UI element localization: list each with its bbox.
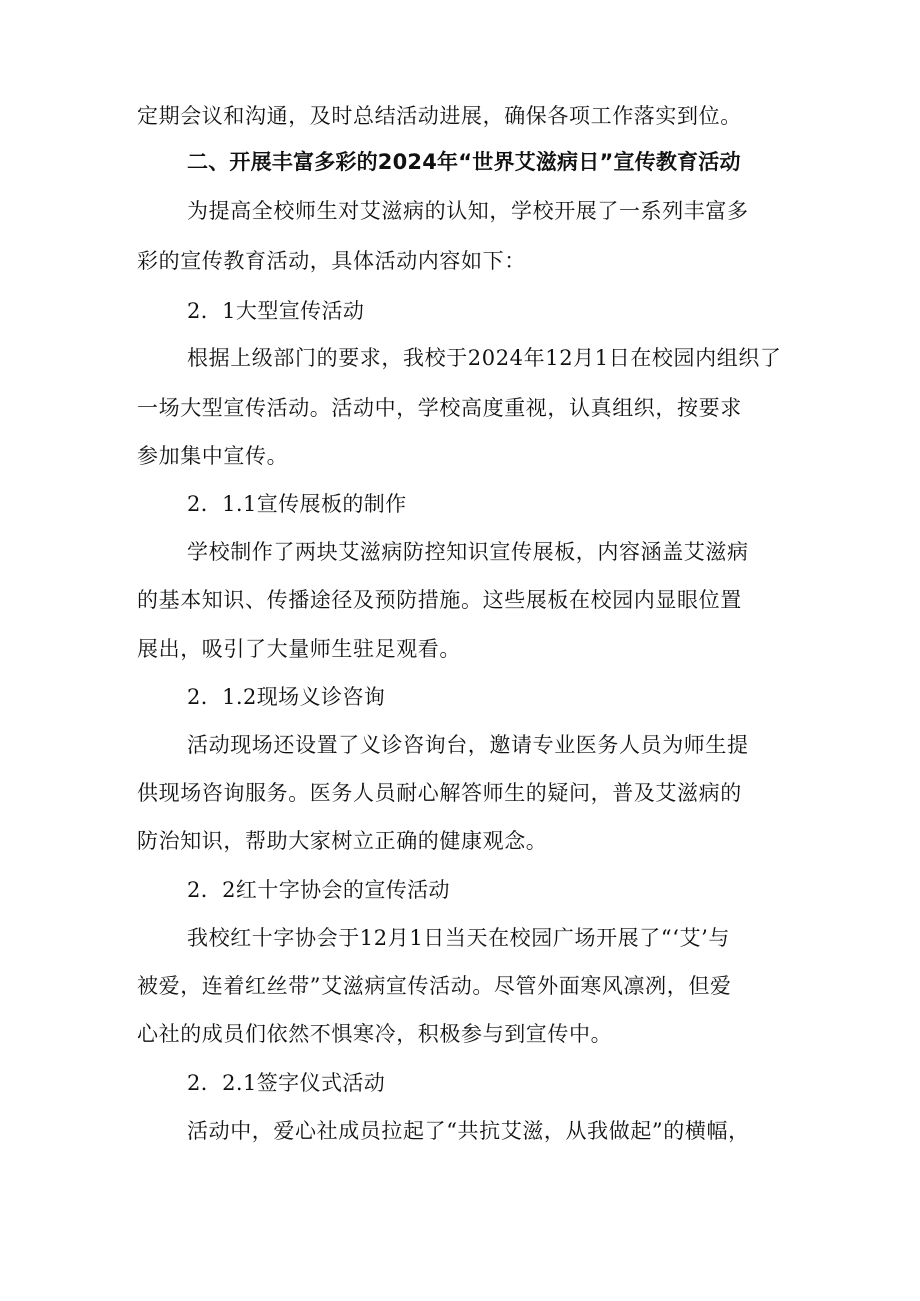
paragraph-2-1-line-2: 一场大型宣传活动。活动中，学校高度重视，认真组织，按要求 (137, 396, 742, 420)
paragraph-2-1-1-line-2: 的基本知识、传播途径及预防措施。这些展板在校园内显眼位置 (137, 588, 742, 612)
subheading-2-2-1: 2．2.1签字仪式活动 (187, 1071, 386, 1095)
subheading-2-1-1: 2．1.1宣传展板的制作 (187, 492, 407, 516)
paragraph-2-2-line-1: 我校红十字协会于12月1日当天在校园广场开展了“‘艾’与 (187, 926, 730, 950)
paragraph-2-2-line-2: 被爱，连着红丝带”艾滋病宣传活动。尽管外面寒风凛冽，但爱 (137, 974, 732, 998)
paragraph-2-1-2-line-1: 活动现场还设置了义诊咨询台，邀请专业医务人员为师生提 (187, 733, 749, 757)
intro-paragraph-line-1: 为提高全校师生对艾滋病的认知，学校开展了一系列丰富多 (187, 199, 749, 223)
paragraph-2-2-line-3: 心社的成员们依然不惧寒冷，积极参与到宣传中。 (137, 1022, 613, 1046)
paragraph-2-1-line-1: 根据上级部门的要求，我校于2024年12月1日在校园内组织了 (187, 346, 782, 370)
intro-paragraph-line-2: 彩的宣传教育活动，具体活动内容如下： (137, 249, 526, 273)
paragraph-2-1-line-3: 参加集中宣传。 (137, 444, 289, 468)
subheading-2-1-2: 2．1.2现场义诊咨询 (187, 685, 386, 709)
subheading-2-2: 2．2红十字协会的宣传活动 (187, 878, 450, 902)
paragraph-2-1-1-line-1: 学校制作了两块艾滋病防控知识宣传展板，内容涵盖艾滋病 (187, 540, 749, 564)
paragraph-2-1-2-line-3: 防治知识，帮助大家树立正确的健康观念。 (137, 829, 548, 853)
paragraph-2-2-1-line-1: 活动中，爱心社成员拉起了“共抗艾滋，从我做起”的横幅， (187, 1119, 750, 1143)
subheading-2-1: 2．1大型宣传活动 (187, 299, 365, 323)
paragraph-2-1-2-line-2: 供现场咨询服务。医务人员耐心解答师生的疑问，普及艾滋病的 (137, 781, 742, 805)
section-heading-2: 二、开展丰富多彩的2024年“世界艾滋病日”宣传教育活动 (187, 150, 741, 174)
paragraph-2-1-1-line-3: 展出，吸引了大量师生驻足观看。 (137, 637, 461, 661)
paragraph-continuation-line: 定期会议和沟通，及时总结活动进展，确保各项工作落实到位。 (137, 104, 742, 128)
